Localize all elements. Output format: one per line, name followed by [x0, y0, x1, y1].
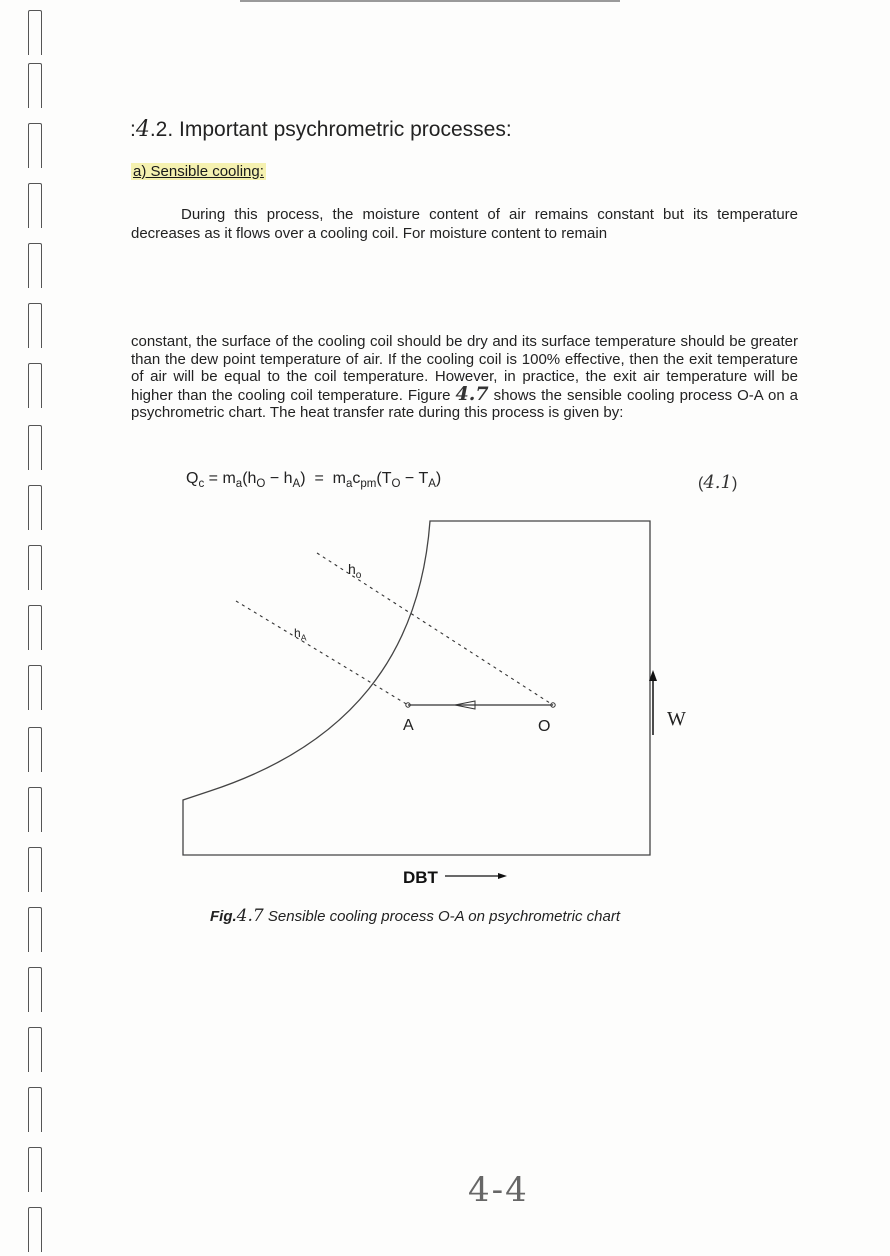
caption-text: Sensible cooling process O-A on psychrometric chart	[267, 908, 620, 925]
subsection-label: a) Sensible cooling:	[133, 163, 264, 180]
figure-caption: Fig.4.7 Sensible cooling process O-A on psychrometric chart	[210, 906, 620, 926]
x-axis-label: DBT	[403, 868, 438, 887]
enthalpy-line-a	[236, 601, 408, 705]
psychrometric-chart-svg	[150, 505, 750, 885]
equation-number: (4.1)	[698, 472, 738, 493]
psychrometric-chart	[150, 505, 750, 885]
enthalpy-label-o: $h_o$	[348, 561, 362, 581]
section-heading	[130, 117, 512, 142]
y-axis-label: W	[667, 708, 686, 730]
section-title: Important psychrometric processes:	[179, 118, 512, 141]
section-number-suffix: .2.	[149, 118, 174, 141]
caption-figure-number: 4.7	[236, 906, 264, 926]
figure-reference: 4.7	[455, 382, 489, 405]
paragraph-2-text-a: constant, the surface of the cooling coil should be dry and its surface temperature should be greater than the dew point temperature of air. If the cooling coil is 100% effective, then the exit temperature of air will be equal to the coil temperature. However, in practice, the exit air temperature will be higher than the cooling coil temperature. Figure	[131, 333, 798, 404]
dbt-axis-arrow-head	[498, 873, 507, 879]
point-label-a: A	[403, 717, 414, 734]
section-number-prefix: :	[130, 118, 136, 141]
page-number: 4-4	[468, 1170, 529, 1210]
paragraph-1: During this process, the moisture content of air remains constant but its temperature decreases as it flows over a cooling coil. For moisture content to remain	[131, 206, 798, 242]
chart-boundary	[183, 521, 650, 855]
section-number-handwritten: 4	[135, 117, 150, 142]
point-label-o: O	[538, 718, 551, 735]
heat-transfer-equation: $Q_c = m_a(h_O - h_A) = m_ac_{pm}(T_O - T_A)$	[186, 470, 442, 491]
paragraph-2-text-b: shows the sensible cooling process O-A on a psychrometric chart. The heat transfer rate during this process is given by:	[131, 386, 799, 421]
enthalpy-label-a: $h_A$	[294, 626, 307, 643]
paragraph-2	[131, 333, 798, 422]
